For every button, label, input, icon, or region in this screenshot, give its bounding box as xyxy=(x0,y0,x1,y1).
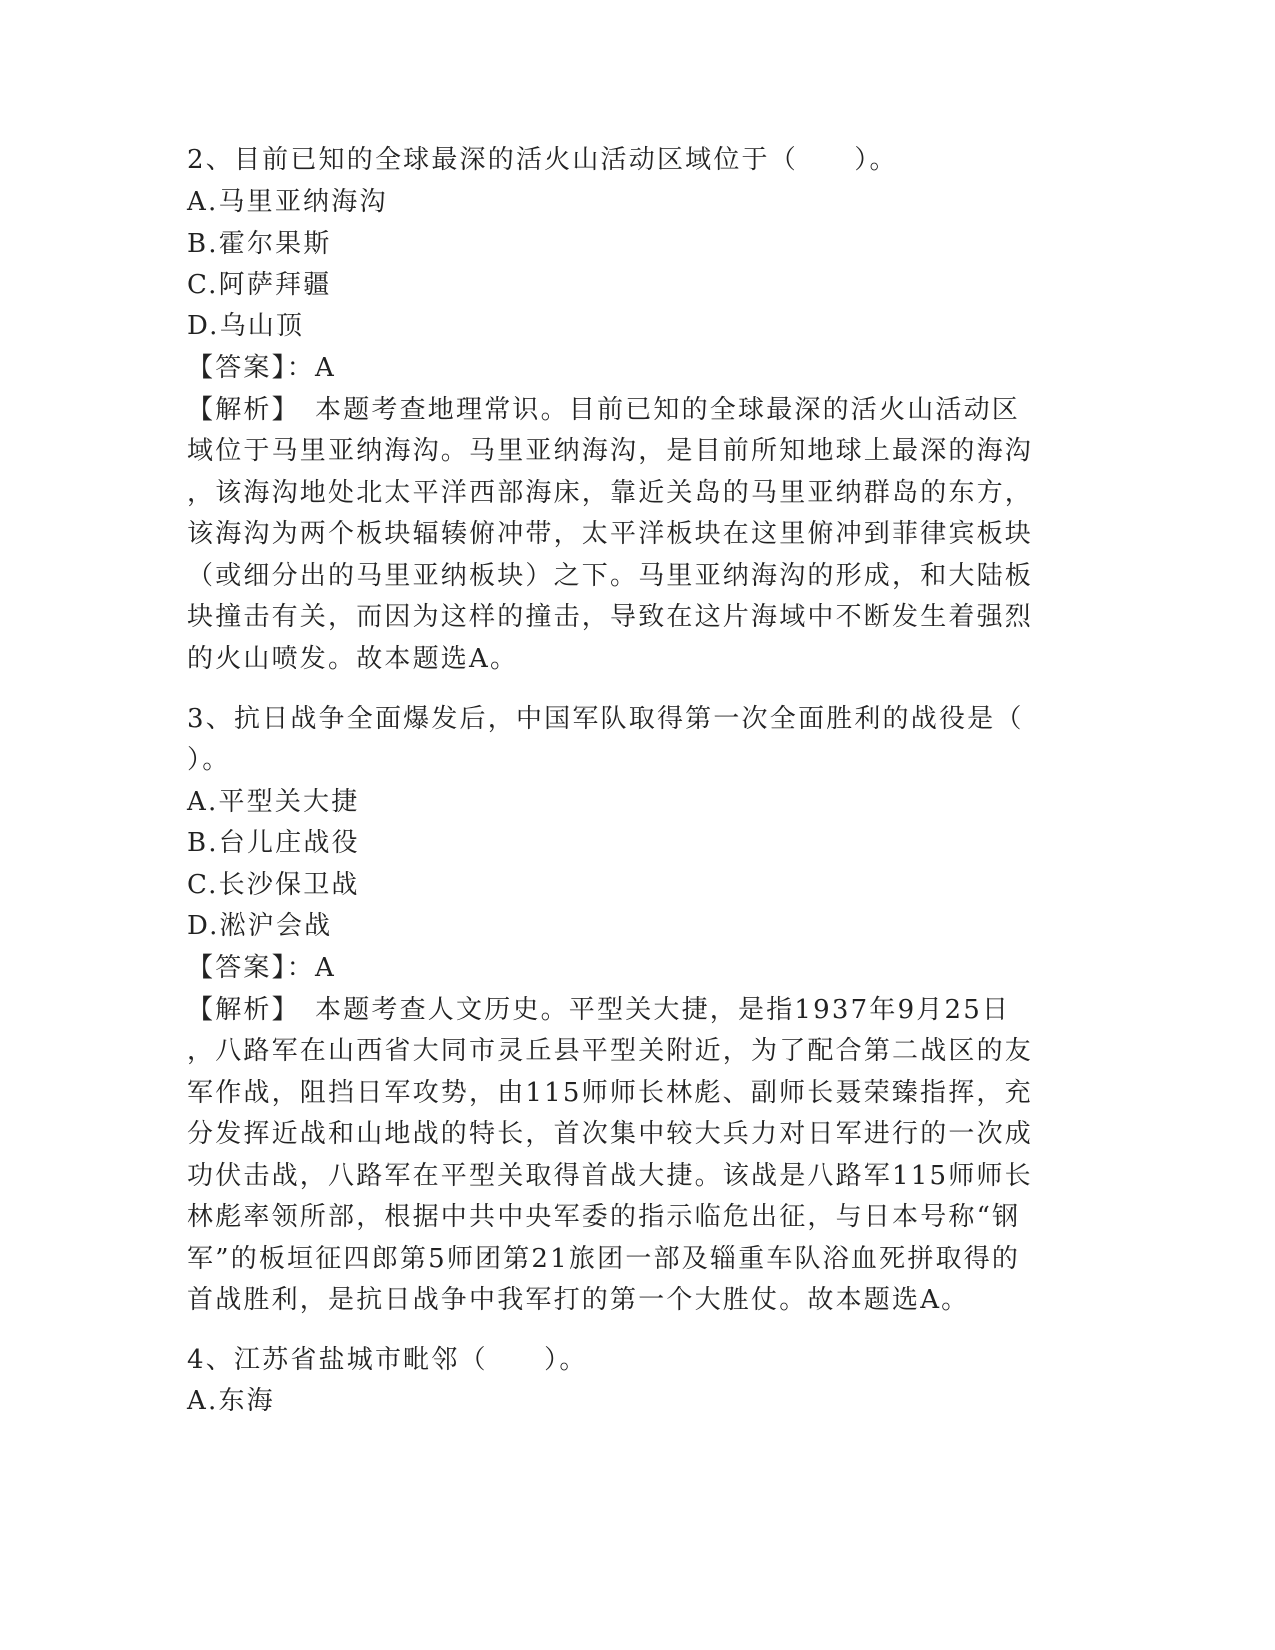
question-2-answer: 【答案】：A xyxy=(187,353,336,383)
question-2-option-b: B.霍尔果斯 xyxy=(187,229,332,259)
question-3-analysis-line: 军作战，阻挡日军攻势，由115师师长林彪、副师长聂荣臻指挥，充 xyxy=(187,1078,1033,1108)
question-3-option-b: B.台儿庄战役 xyxy=(187,828,360,858)
question-3-analysis-line: 分发挥近战和山地战的特长，首次集中较大兵力对日军进行的一次成 xyxy=(187,1119,1034,1149)
question-2-analysis-line: 块撞击有关，而因为这样的撞击，导致在这片海域中不断发生着强烈 xyxy=(187,602,1034,632)
question-3-analysis-line: 林彪率领所部，根据中共中央军委的指示临危出征，与日本号称“钢 xyxy=(187,1202,1021,1232)
question-2-analysis-line: 该海沟为两个板块辐辏俯冲带，太平洋板块在这里俯冲到菲律宾板块 xyxy=(187,519,1034,549)
question-2-stem: 2、目前已知的全球最深的活火山活动区域位于（ ）。 xyxy=(187,145,898,175)
question-3-analysis-line: 军”的板垣征四郎第5师团第21旅团一部及辎重车队浴血死拼取得的 xyxy=(187,1244,1021,1274)
question-4-stem: 4、江苏省盐城市毗邻（ ）。 xyxy=(187,1345,588,1375)
question-2-analysis-line: 【解析】 本题考查地理常识。目前已知的全球最深的活火山活动区 xyxy=(187,395,1021,425)
question-3-analysis-line: 【解析】 本题考查人文历史。平型关大捷，是指1937年9月25日 xyxy=(187,995,1011,1025)
question-3-analysis-line: 首战胜利，是抗日战争中我军打的第一个大胜仗。故本题选A。 xyxy=(187,1285,970,1315)
question-3-answer: 【答案】：A xyxy=(187,953,336,983)
question-2-option-c: C.阿萨拜疆 xyxy=(187,270,332,300)
question-2-analysis-line: 域位于马里亚纳海沟。马里亚纳海沟，是目前所知地球上最深的海沟 xyxy=(187,436,1034,466)
question-3-stem-cont: ）。 xyxy=(187,745,231,775)
question-3-analysis-line: ，八路军在山西省大同市灵丘县平型关附近，为了配合第二战区的友 xyxy=(187,1036,1034,1066)
question-2-analysis-line: （或细分出的马里亚纳板块）之下。马里亚纳海沟的形成，和大陆板 xyxy=(187,561,1034,591)
question-3-stem: 3、抗日战争全面爆发后，中国军队取得第一次全面胜利的战役是（ xyxy=(187,704,1024,734)
question-3-analysis-line: 功伏击战，八路军在平型关取得首战大捷。该战是八路军115师师长 xyxy=(187,1161,1033,1191)
question-4-option-a: A.东海 xyxy=(187,1386,275,1416)
question-3-option-d: D.淞沪会战 xyxy=(187,911,333,941)
question-2-option-a: A.马里亚纳海沟 xyxy=(187,187,388,217)
question-2-analysis-line: 的火山喷发。故本题选A。 xyxy=(187,644,519,674)
question-3-option-a: A.平型关大捷 xyxy=(187,787,360,817)
question-2-analysis-line: ，该海沟地处北太平洋西部海床，靠近关岛的马里亚纳群岛的东方， xyxy=(187,478,1034,508)
question-2-option-d: D.乌山顶 xyxy=(187,311,305,341)
question-3-option-c: C.长沙保卫战 xyxy=(187,870,360,900)
